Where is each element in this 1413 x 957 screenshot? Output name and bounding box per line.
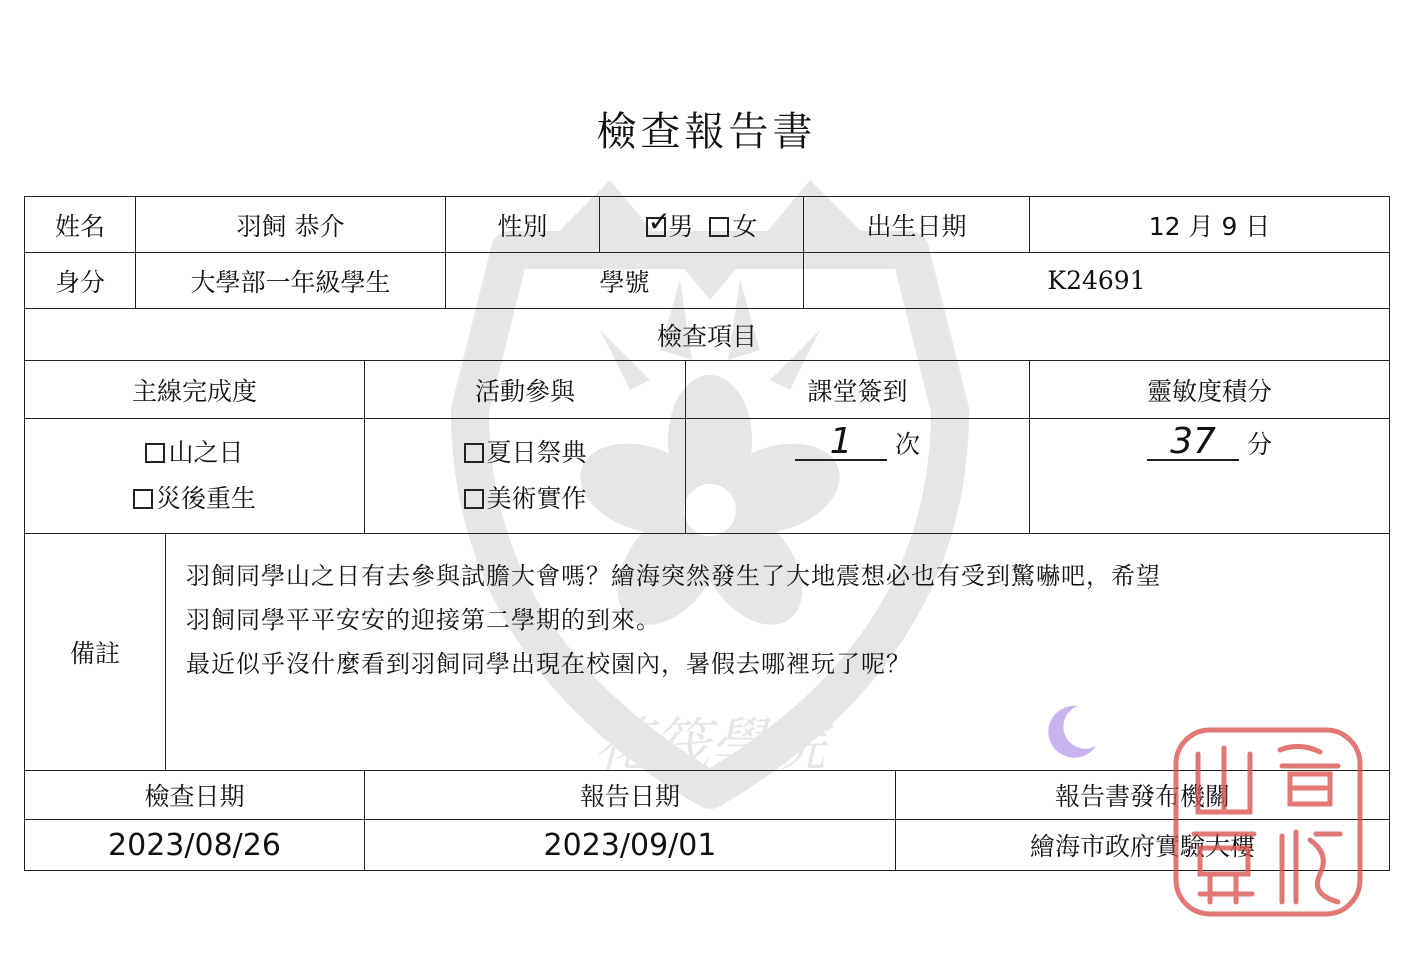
- score-unit: 分: [1247, 430, 1273, 459]
- option-art-practice: [365, 476, 685, 522]
- score-cell: [1030, 419, 1390, 534]
- main-quest-options: [25, 419, 365, 534]
- remarks-line: 羽飼同學山之日有去參與試膽大會嗎？繪海突然發生了大地震想必也有受到驚嚇吧，希望: [186, 562, 1161, 590]
- identity-value: 大學部一年級學生: [136, 253, 446, 309]
- student-id-label: 學號: [446, 253, 804, 309]
- gender-male-checkbox[interactable]: [646, 204, 672, 238]
- remarks-line: 羽飼同學平平安安的迎接第二學期的到來。: [186, 606, 661, 634]
- name-label: 姓名: [25, 197, 136, 253]
- disaster-recovery-checkbox[interactable]: [133, 489, 153, 509]
- issuer-label: 報告書發布機關: [896, 771, 1390, 820]
- check-date-label: 檢查日期: [25, 771, 365, 820]
- remarks-line: 最近似乎沒什麼看到羽飼同學出現在校園內，暑假去哪裡玩了呢？: [186, 650, 911, 678]
- summer-festival-label: 夏日祭典: [486, 438, 587, 467]
- option-summer-festival: [365, 430, 685, 476]
- column-score: 靈敏度積分: [1030, 361, 1390, 419]
- inspection-header: 檢查項目: [25, 309, 1390, 361]
- option-disaster-recovery: [25, 476, 364, 522]
- score-value: 37: [1147, 425, 1239, 461]
- summer-festival-checkbox[interactable]: [464, 443, 484, 463]
- art-practice-label: 美術實作: [486, 484, 587, 513]
- column-attendance: 課堂簽到: [686, 361, 1030, 419]
- birth-value: 12 月 9 日: [1030, 197, 1390, 253]
- watermark-text: 花筏學院: [593, 711, 827, 779]
- crescent-moon-icon: [1040, 702, 1100, 762]
- student-id-value: K24691: [804, 253, 1390, 309]
- check-date-value: 2023/08/26: [25, 820, 365, 871]
- gender-male-label: 男: [668, 211, 694, 241]
- column-main-quest: 主線完成度: [25, 361, 365, 419]
- attendance-cell: [686, 419, 1030, 534]
- name-value: 羽飼 恭介: [136, 197, 446, 253]
- attendance-unit: 次: [894, 430, 920, 459]
- mountain-day-label: 山之日: [168, 438, 244, 467]
- seal-stamp: [1170, 724, 1366, 920]
- activity-options: [365, 419, 686, 534]
- birth-label: 出生日期: [804, 197, 1030, 253]
- issuer-value: 繪海市政府實驗大樓: [896, 820, 1390, 871]
- attendance-value: 1: [795, 425, 887, 461]
- gender-female-label: 女: [732, 211, 758, 241]
- gender-female-checkbox[interactable]: [709, 217, 729, 237]
- document-title: 檢查報告書: [596, 109, 817, 155]
- gender-label: 性別: [446, 197, 600, 253]
- art-practice-checkbox[interactable]: [464, 489, 484, 509]
- remarks-label: 備註: [25, 534, 166, 771]
- gender-options: [600, 197, 804, 253]
- option-mountain-day: [25, 430, 364, 476]
- disaster-recovery-label: 災後重生: [155, 484, 256, 513]
- identity-label: 身分: [25, 253, 136, 309]
- report-date-value: 2023/09/01: [365, 820, 896, 871]
- checkmark-icon: ✓: [647, 204, 672, 238]
- mountain-day-checkbox[interactable]: [145, 443, 165, 463]
- report-date-label: 報告日期: [365, 771, 896, 820]
- column-activity: 活動參與: [365, 361, 686, 419]
